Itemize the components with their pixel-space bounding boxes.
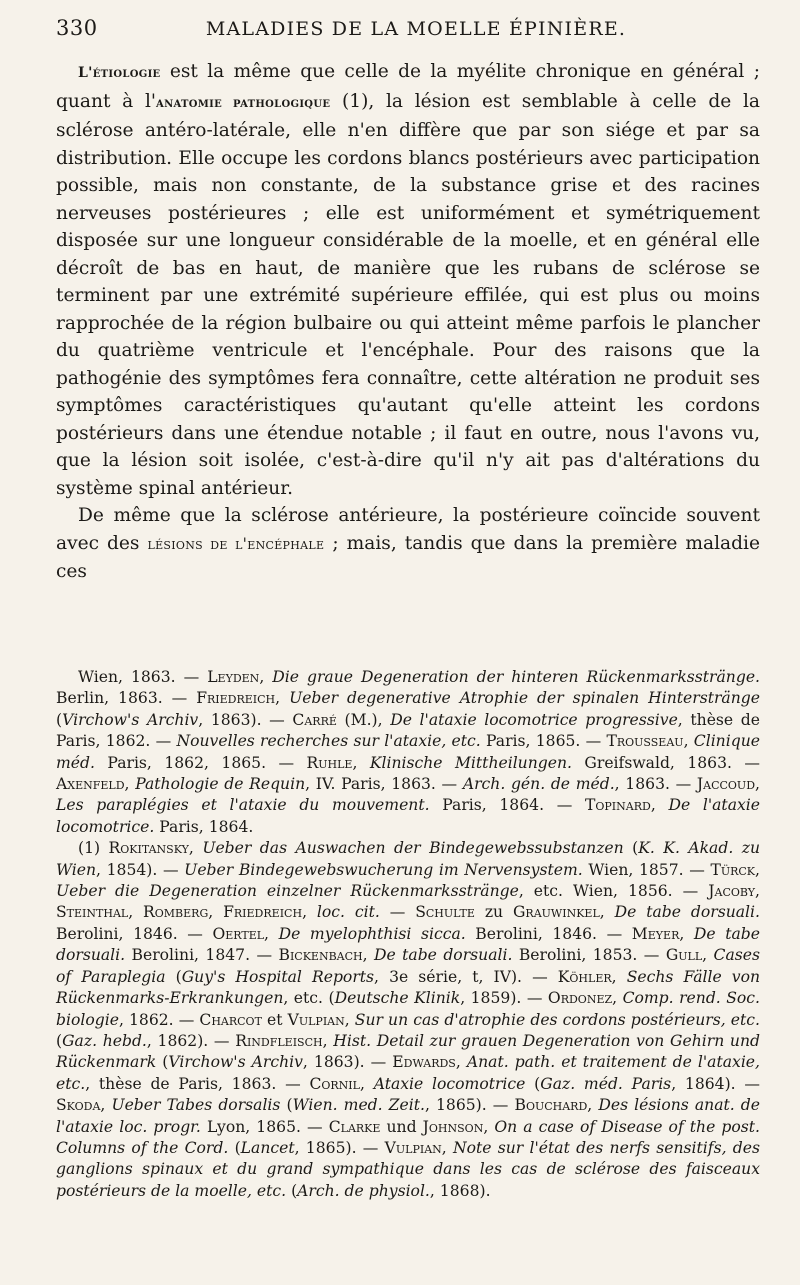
author-name: Meyer [631,924,680,943]
text-run: , [755,860,760,879]
text-run: , [188,839,203,858]
work-title: K. K. Akad. zu Wien [56,839,760,879]
text-run: , [587,1096,599,1115]
author-name: Vulpian [384,1138,442,1157]
text-run: , thèse de Paris, 1862. — [56,710,760,751]
author-name: Axenfeld [56,775,125,794]
text-run: , [302,903,317,922]
work-title: Ueber degenerative Atrophie der spinalen Hinterstränge [289,689,760,708]
section-term-etiologie: L'étiologie [78,65,161,81]
text-run: Wien, 1857. — [582,860,711,879]
work-title: Gaz. méd. Paris [540,1074,672,1093]
text-run: , etc. ( [283,989,335,1008]
text-run: , [275,689,290,708]
text-run: (1) [78,839,109,858]
author-name: Clarke [328,1117,381,1136]
text-run: ( [286,1181,298,1200]
work-title: Hist. Detail zur grauen Degeneration von Gehirn und Rückenmark [56,1031,760,1072]
text-run: , [455,1053,467,1072]
work-title: De l'ataxie locomotrice progressive [390,710,678,729]
text-run: ( [165,967,182,986]
work-title: Ueber das Auswachen der Bindegewebssubstanzen [202,839,624,858]
author-name: Vulpian [287,1010,345,1029]
work-title: Lancet [240,1138,295,1157]
running-head: MALADIES DE LA MOELLE ÉPINIÈRE. [205,18,627,40]
text-run: , 1854). — [96,860,185,879]
section-term-anatomie: anatomie pathologique [156,94,331,111]
text-run: , [259,668,273,686]
work-title: Cases of Paraplegia [56,946,760,986]
text-run: ( [56,1031,63,1050]
text-run: Berolini, 1847. — [125,946,279,965]
page-number: 330 [56,16,98,40]
work-title: Comp. rend. Soc. biologie [56,989,760,1029]
text-run: , [344,1010,355,1029]
work-title: Die graue Degeneration der hinteren Rückenmarksstränge. [272,668,761,686]
text-run: , 1864). — [671,1074,760,1093]
author-name: Rokitansky [108,839,189,858]
work-title: Pathologie de Requin [135,775,306,794]
text-run: ( [228,1138,241,1157]
author-name: Gull [665,946,703,965]
text-run: Berlin, 1863. — [56,689,197,708]
author-name: Rindfleisch [235,1031,323,1050]
author-name: Oertel [212,924,265,943]
author-name: Friedreich [196,689,276,708]
text-run: , 3e série, t, IV). — [374,967,558,986]
work-title: Ueber Tabes dorsalis [111,1096,281,1115]
work-title: Note sur l'état des nerfs sensitifs, des ganglions spinaux et du grand sympathique dans les cas de sclérose des faisceaux postérieurs de la moelle, etc. [56,1138,760,1200]
text-run: est la même que celle de la myélite chronique en général ; quant à l' [56,61,760,112]
text-run: Greifswald, 1863. — [571,753,760,772]
work-title: Deutsche Klinik [334,989,461,1008]
text-run: , [702,946,714,965]
work-title: Anat. path. et traitement de l'ataxie, etc. [56,1053,760,1093]
work-title: De l'ataxie locomotrice. [56,796,760,836]
author-name: Ruhle [306,753,353,772]
work-title: Nouvelles recherches sur l'ataxie, etc. [176,732,481,751]
text-run: , [679,924,694,943]
text-run: , [599,903,615,922]
text-run: , [611,967,627,986]
text-run: , 1862). — [146,1031,236,1050]
text-run: und [380,1117,423,1136]
text-run: , [612,989,623,1008]
text-run: Berolini, 1846. — [465,924,632,943]
text-run: Paris, 1862, 1865. — [94,753,307,772]
work-title: Arch. de physiol. [297,1181,430,1200]
author-name: Ordonez [547,989,613,1008]
text-run: , 1863). — [302,1053,393,1072]
text-run: De même que la sclérose antérieure, la postérieure coïncide souvent avec des [56,505,760,554]
work-title: Wien. med. Zeit. [292,1096,425,1115]
text-run: Paris, 1864. [154,817,254,836]
text-run: Paris, 1864. — [429,796,585,815]
author-name: Trousseau [606,732,684,751]
paragraph-lesions [56,502,760,586]
work-title: Arch. gén. de méd. [462,775,615,794]
work-title: De tabe dorsuali. [56,924,760,965]
footnote-continuation [56,667,760,838]
paragraph-etiologie [56,58,760,502]
text-run: , [650,796,669,815]
text-run: , IV. Paris, 1863. — [305,775,463,794]
work-title: loc. cit. [316,903,380,922]
author-name: Jaccoud [696,775,756,794]
footnotes [56,667,760,1202]
text-run: , [755,775,760,794]
text-run: , [322,1031,334,1050]
text-run: , 1868). [429,1181,491,1200]
work-title: Guy's Hospital Reports [181,967,375,986]
main-text [56,58,760,586]
text-run: , [683,732,694,751]
author-name: Skoda [56,1096,101,1115]
work-title: De myelophthisi sicca. [278,924,466,943]
section-term-lesions: lésions de l'encéphale [147,534,325,553]
text-run: Paris, 1865. — [480,732,607,751]
text-run: , 1862. — [118,1010,200,1029]
text-run: zu [474,903,513,922]
work-title: Ueber Bindegewebswucherung im Nervensystem. [184,860,583,879]
text-run: Berolini, 1853. — [512,946,666,965]
text-run: , [264,924,279,943]
work-title: Ueber die Degeneration einzelner Rückenmarksstränge [56,882,519,901]
work-title: Virchow's Archiv [168,1053,303,1072]
text-run: ; mais, tandis que dans la première maladie ces [56,532,760,582]
text-run: , 1863). — [198,710,293,729]
author-name: Schulte [415,903,475,922]
work-title: On a case of Disease of the post. Columns of the Cord. [56,1117,760,1157]
work-title: Clinique méd. [56,732,760,772]
author-name: Köhler [557,967,612,986]
author-name: Bouchard [514,1096,588,1115]
author-name: Edwards [392,1053,456,1072]
text-run: , thèse de Paris, 1863. — [85,1074,310,1093]
text-run: ( [280,1096,293,1115]
work-title: Virchow's Archiv [62,710,199,729]
author-name: Grauwinkel [512,903,600,922]
text-run: , [441,1138,453,1157]
work-title: Des lésions anat. de l'ataxie loc. progr. [56,1096,761,1136]
text-run: — [379,903,416,922]
text-run: , etc. Wien, 1856. — [518,882,709,901]
text-run: et [261,1010,288,1029]
work-title: De tabe dorsuali. [374,946,513,965]
text-run: , [100,1096,112,1115]
text-run: , [359,1074,374,1093]
author-name: Cornil [309,1074,360,1093]
author-name: Topinard [584,796,651,815]
text-run: Wien, 1863. — [78,668,208,686]
author-name: Charcot [199,1010,262,1029]
text-run: Berolini, 1846. — [56,924,213,943]
work-title: Klinische Mittheilungen. [369,753,572,772]
text-run: (1), la lésion est semblable à celle de la sclérose antéro-latérale, elle n'en diffère que par son siége et par sa distribution. Elle occupe les cordons blancs postérieurs avec participation possible, mais non constante, de la substance grise et des racines nerveuses postérieures ; elle est uniformément et symétriquement disposée sur une longueur considérable de la moelle, et en général elle décroît de bas en haut, de manière que les rubans de sclérose se terminent par une extrémité supérieure effilée, qui est plus ou moins rapprochée de la région bulbaire ou qui atteint même parfois le plancher du quatrième ventricule et l'encéphale. Pour des raisons que la pathogénie des symptômes fera connaître, cette altération ne produit ses symptômes caractéristiques qu'autant qu'elle atteint les cordons postérieurs dans une étendue notable ; il faut en outre, nous l'avons vu, que la lésion soit isolée, c'est-à-dire qu'il n'y ait pas d'altérations du système spinal antérieur. [56,90,761,499]
text-run: , 1863. — [614,775,697,794]
text-run: ( [623,839,639,858]
work-title: Ataxie locomotrice [373,1074,526,1093]
work-title: Gaz. hebd. [62,1031,147,1050]
page-header [52,16,760,50]
author-name: Johnson [422,1117,484,1136]
text-run: , [362,946,374,965]
text-run: , 1865). — [424,1096,515,1115]
work-title: Sur un cas d'atrophie des cordons postérieurs, etc. [354,1010,760,1029]
text-run: ( [525,1074,541,1093]
text-run: , [352,753,370,772]
work-title: De tabe dorsuali. [614,903,760,922]
text-run: , 1859). — [460,989,548,1008]
text-run: (M.), [336,710,391,729]
work-title: Sechs Fälle von Rückenmarks-Erkrankungen [56,967,761,1008]
text-run: ( [56,710,63,729]
author-name: Türck [710,860,756,879]
text-run: ( [156,1053,169,1072]
text-run: , 1865). — [294,1138,385,1157]
text-run: , [124,775,136,794]
text-run: , [483,1117,495,1136]
footnote-1 [56,838,760,1202]
author-name: Bickenbach [278,946,363,965]
author-name: Jacoby, Steinthal, Romberg, Friedreich [56,882,760,922]
text-run: Lyon, 1865. — [200,1117,329,1136]
author-name: Carré [292,710,337,729]
author-name: Leyden [207,668,260,686]
work-title: Les paraplégies et l'ataxie du mouvement. [56,796,430,815]
